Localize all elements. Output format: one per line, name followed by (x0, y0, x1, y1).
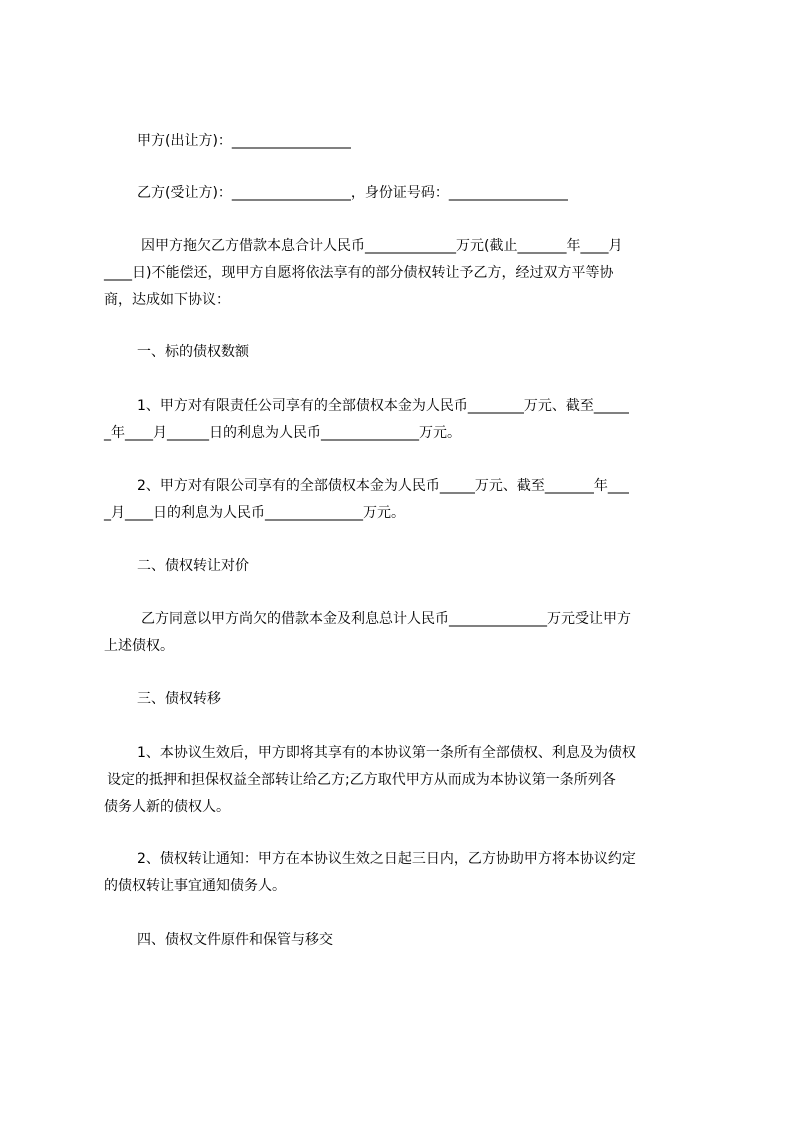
section-3-item-1-line-2: 设定的抵押和担保权益全部转让给乙方;乙方取代甲方从而成为本协议第一条所列各 (107, 772, 616, 788)
section-1-item-1-line-2: _年____月______日的利息为人民币______________万元。 (104, 425, 461, 441)
intro-line-1: 因甲方拖欠乙方借款本息合计人民币_____________万元(截止_______年____月 (141, 238, 623, 254)
section-1-item-1-line-1: 1、甲方对有限责任公司享有的全部债权本金为人民币________万元、截至_____ (137, 398, 629, 414)
section-3-item-2-line-2: 的债权转让事宜通知债务人。 (104, 878, 286, 894)
section-3-item-1-line-1: 1、本协议生效后，甲方即将其享有的本协议第一条所有全部债权、利息及为债权 (137, 745, 636, 761)
section-3-item-2-line-1: 2、债权转让通知：甲方在本协议生效之日起三日内，乙方协助甲方将本协议约定 (137, 851, 636, 867)
party-a-line: 甲方(出让方)：_________________ (137, 133, 351, 149)
section-1-item-2-line-2: _月____日的利息为人民币______________万元。 (104, 505, 405, 521)
section-4-heading: 四、债权文件原件和保管与移交 (137, 932, 333, 948)
section-2-body-line-2: 上述债权。 (104, 638, 174, 654)
intro-line-3: 商，达成如下协议： (104, 292, 230, 308)
section-3-heading: 三、债权转移 (137, 691, 221, 707)
party-b-line: 乙方(受让方)：_________________，身份证号码：_________________ (137, 185, 568, 201)
section-2-body-line-1: 乙方同意以甲方尚欠的借款本金及利息总计人民币______________万元受让甲方 (141, 611, 631, 627)
section-3-item-1-line-3: 债务人新的债权人。 (104, 799, 230, 815)
section-1-heading: 一、标的债权数额 (137, 344, 249, 360)
section-1-item-2-line-1: 2、甲方对有限公司享有的全部债权本金为人民币_____万元、截至_______年___ (137, 478, 629, 494)
section-2-heading: 二、债权转让对价 (137, 558, 249, 574)
intro-line-2: ____日)不能偿还，现甲方自愿将依法享有的部分债权转让予乙方，经过双方平等协 (104, 265, 614, 281)
